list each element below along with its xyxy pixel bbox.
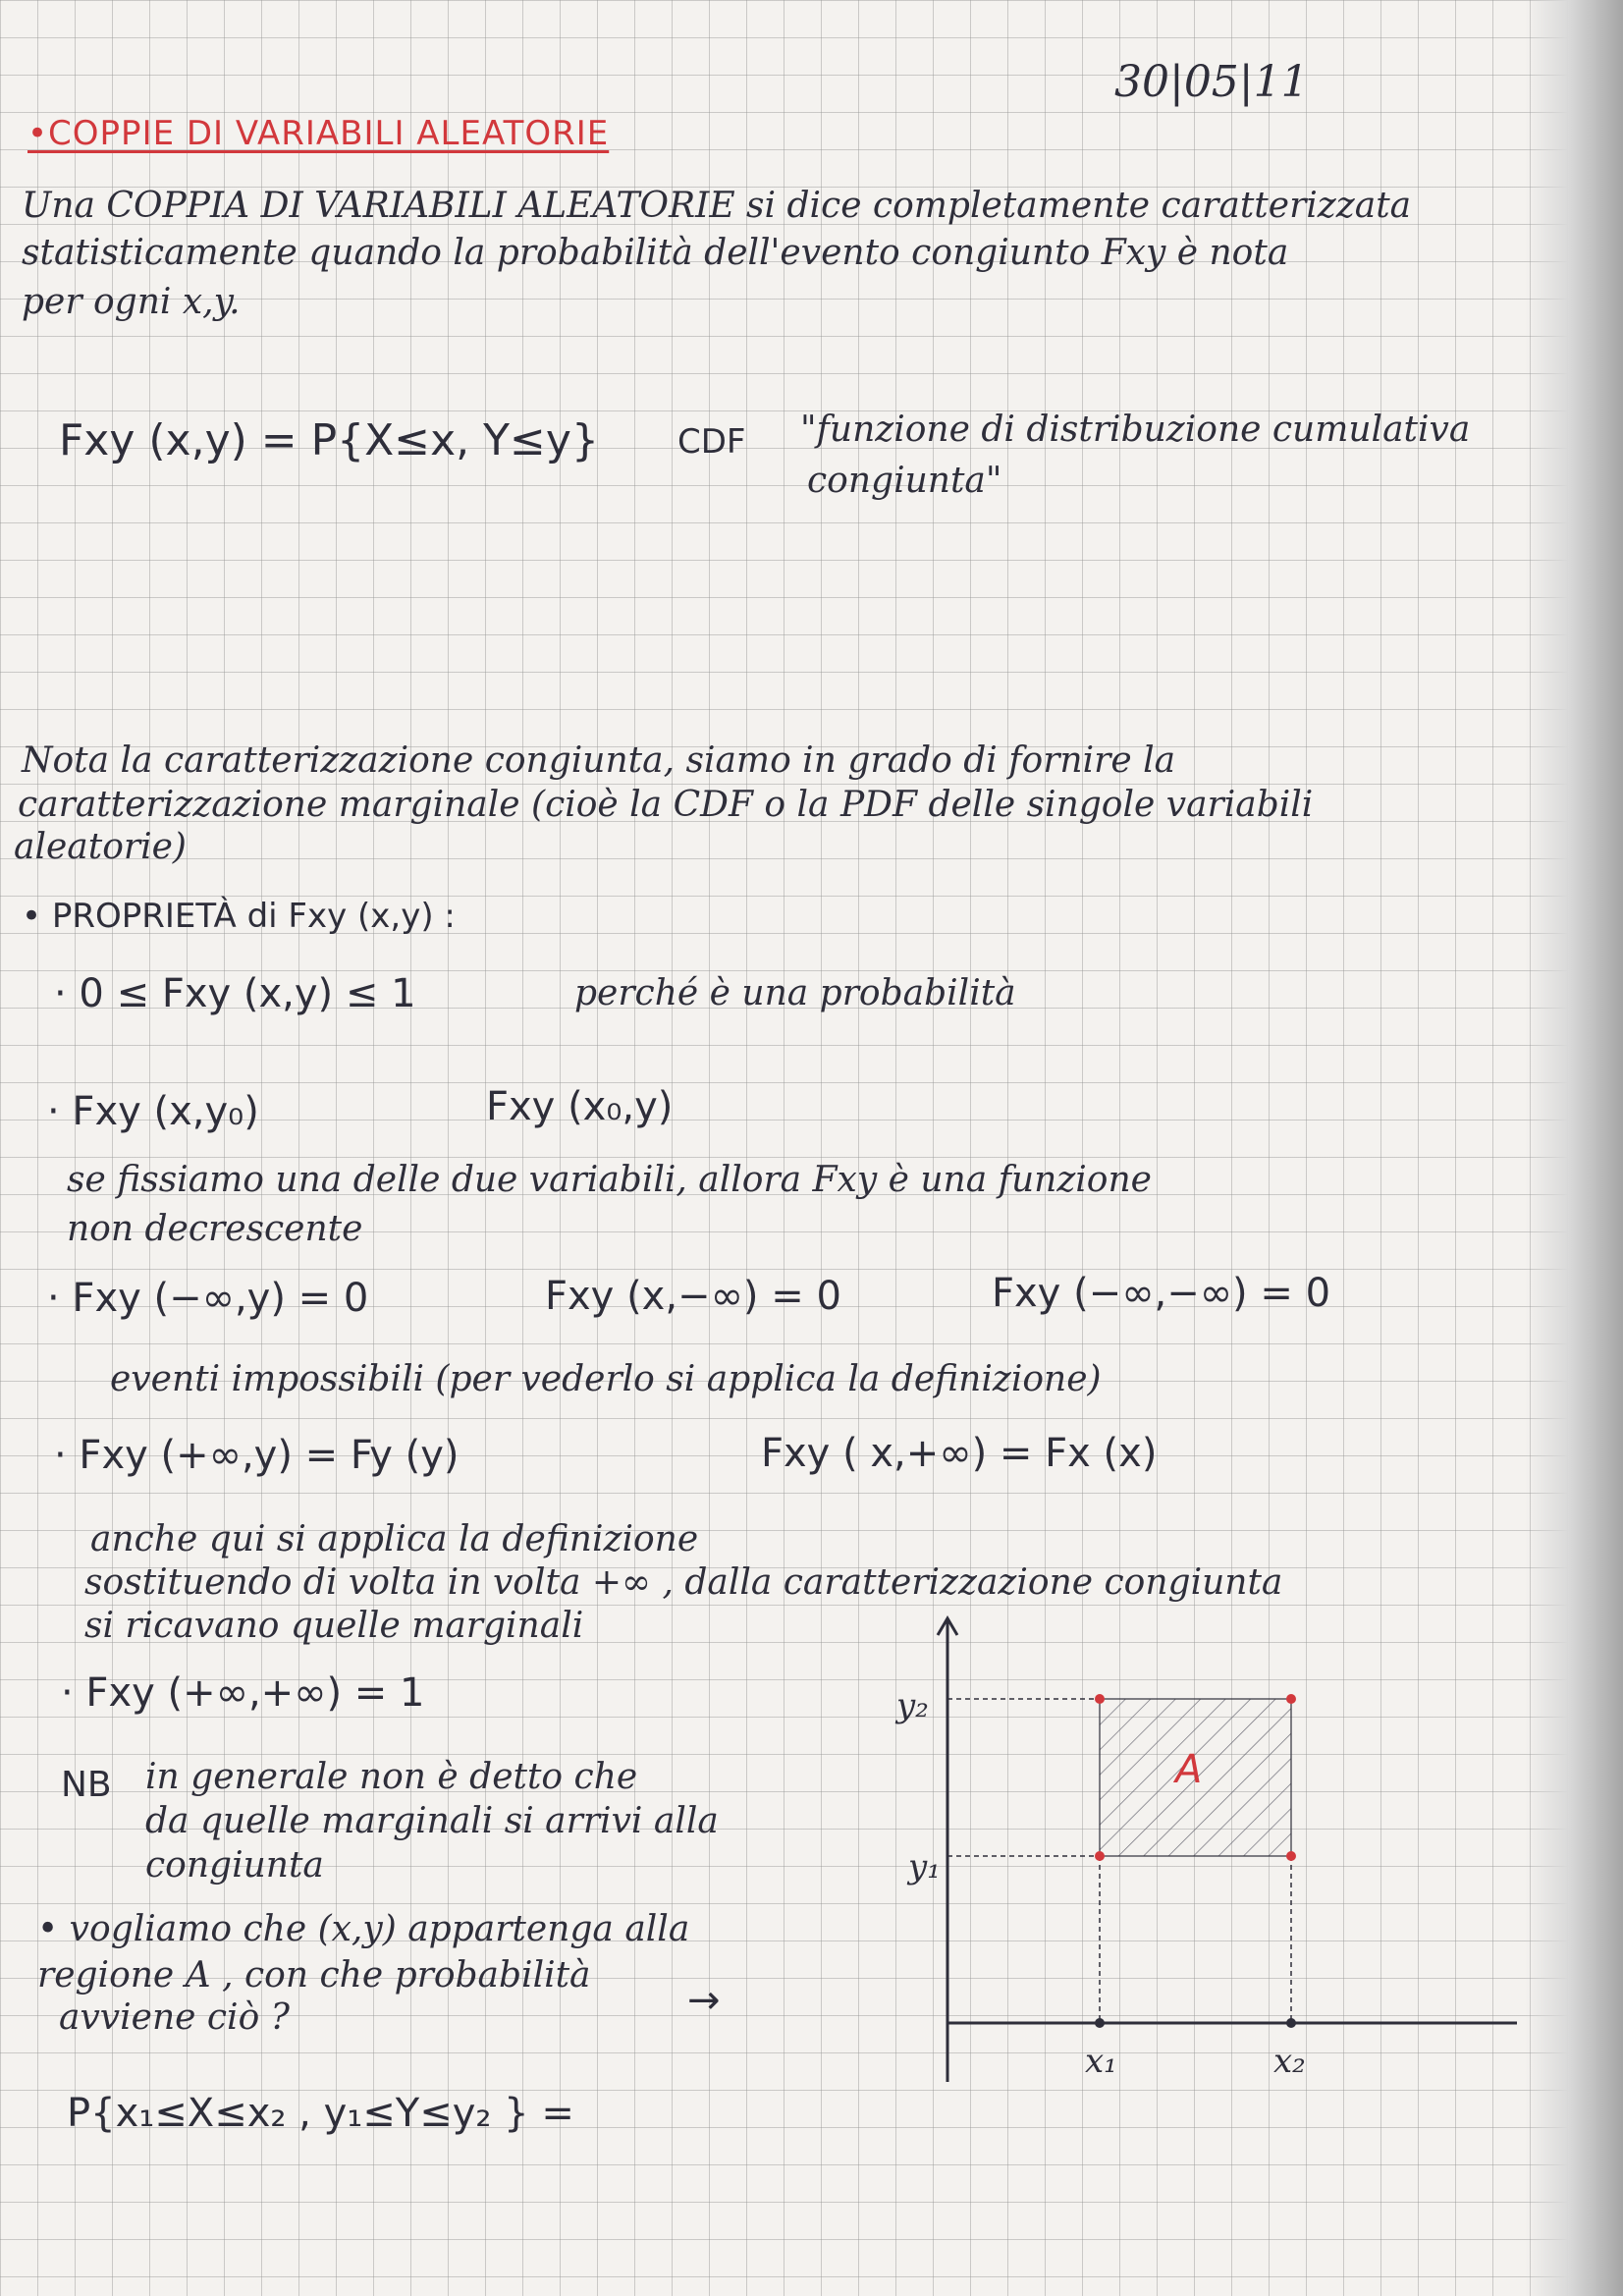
property-4-b: Fxy ( x,+∞) = Fx (x) [761,1431,1158,1476]
property-4-note-line-1: anche qui si applica la definizione [90,1519,699,1559]
x2-label: x₂ [1273,2042,1306,2081]
nb-label: NB [61,1765,112,1805]
cdf-abbr: CDF [677,422,746,462]
region-line-2: regione A , con che probabilità [37,1955,591,1995]
marginal-line-2: caratterizzazione marginale (cioè la CDF o la PDF delle singole variabili [18,785,1314,825]
nb-line-1: in generale non è detto che [145,1757,638,1797]
nb-line-2: da quelle marginali si arrivi alla [145,1801,719,1841]
intro-line-2: statisticamente quando la probabilità dell'evento congiunto Fxy è nota [22,233,1289,273]
region-diagram [889,1611,1537,2102]
property-3-c: Fxy (−∞,−∞) = 0 [992,1271,1331,1316]
property-4-note-line-3: si ricavano quelle marginali [84,1606,584,1646]
corner-point [1095,1694,1105,1704]
property-2-note-line-2: non decrescente [67,1209,363,1249]
x1-tick [1095,2018,1105,2028]
property-1-note: perché è una probabilità [574,973,1016,1013]
x1-label: x₁ [1085,2042,1117,2081]
page-title: •COPPIE DI VARIABILI ALEATORIE [27,114,610,153]
marginal-line-1: Nota la caratterizzazione congiunta, siamo in grado di fornire la [22,740,1176,781]
intro-line-3: per ogni x,y. [22,282,241,322]
property-3-b: Fxy (x,−∞) = 0 [545,1274,841,1319]
arrow-icon: → [687,1978,721,2023]
corner-point [1095,1851,1105,1861]
cdf-desc-line-2: congiunta" [807,461,1002,501]
property-2-note-line-1: se fissiamo una delle due variabili, allora Fxy è una funzione [67,1160,1152,1200]
y2-label: y₂ [896,1686,929,1725]
region-line-3: avviene ciò ? [59,1997,290,2038]
y1-label: y₁ [908,1847,941,1886]
property-2-formula-a: · Fxy (x,y₀) [47,1089,259,1134]
corner-point [1286,1694,1296,1704]
x2-tick [1286,2018,1296,2028]
property-5: · Fxy (+∞,+∞) = 1 [61,1670,425,1716]
property-2-formula-b: Fxy (x₀,y) [486,1084,674,1129]
cdf-desc-line-1: "funzione di distribuzione cumulativa [800,410,1471,450]
properties-heading: • PROPRIETÀ di Fxy (x,y) : [22,897,456,936]
marginal-line-3: aleatorie) [14,827,187,867]
notebook-binding-shadow [1525,0,1623,2296]
nb-line-3: congiunta [145,1845,324,1886]
region-line-1: • vogliamo che (x,y) appartenga alla [37,1909,690,1949]
cdf-formula: Fxy (x,y) = P{X≤x, Y≤y} [59,415,599,465]
intro-line-1: Una COPPIA DI VARIABILI ALEATORIE si dice completamente caratterizzata [22,186,1412,226]
property-3-a: · Fxy (−∞,y) = 0 [47,1276,369,1321]
property-3-note: eventi impossibili (per vederlo si applica la definizione) [110,1359,1102,1399]
probability-formula: P{x₁≤X≤x₂ , y₁≤Y≤y₂ } = [67,2091,574,2136]
property-4-note-line-2: sostituendo di volta in volta +∞ , dalla caratterizzazione congiunta [84,1562,1283,1603]
corner-point [1286,1851,1296,1861]
date: 30|05|11 [1114,57,1309,107]
property-1-formula: · 0 ≤ Fxy (x,y) ≤ 1 [54,971,416,1016]
property-4-a: · Fxy (+∞,y) = Fy (y) [54,1433,460,1478]
region-label: A [1175,1747,1203,1792]
